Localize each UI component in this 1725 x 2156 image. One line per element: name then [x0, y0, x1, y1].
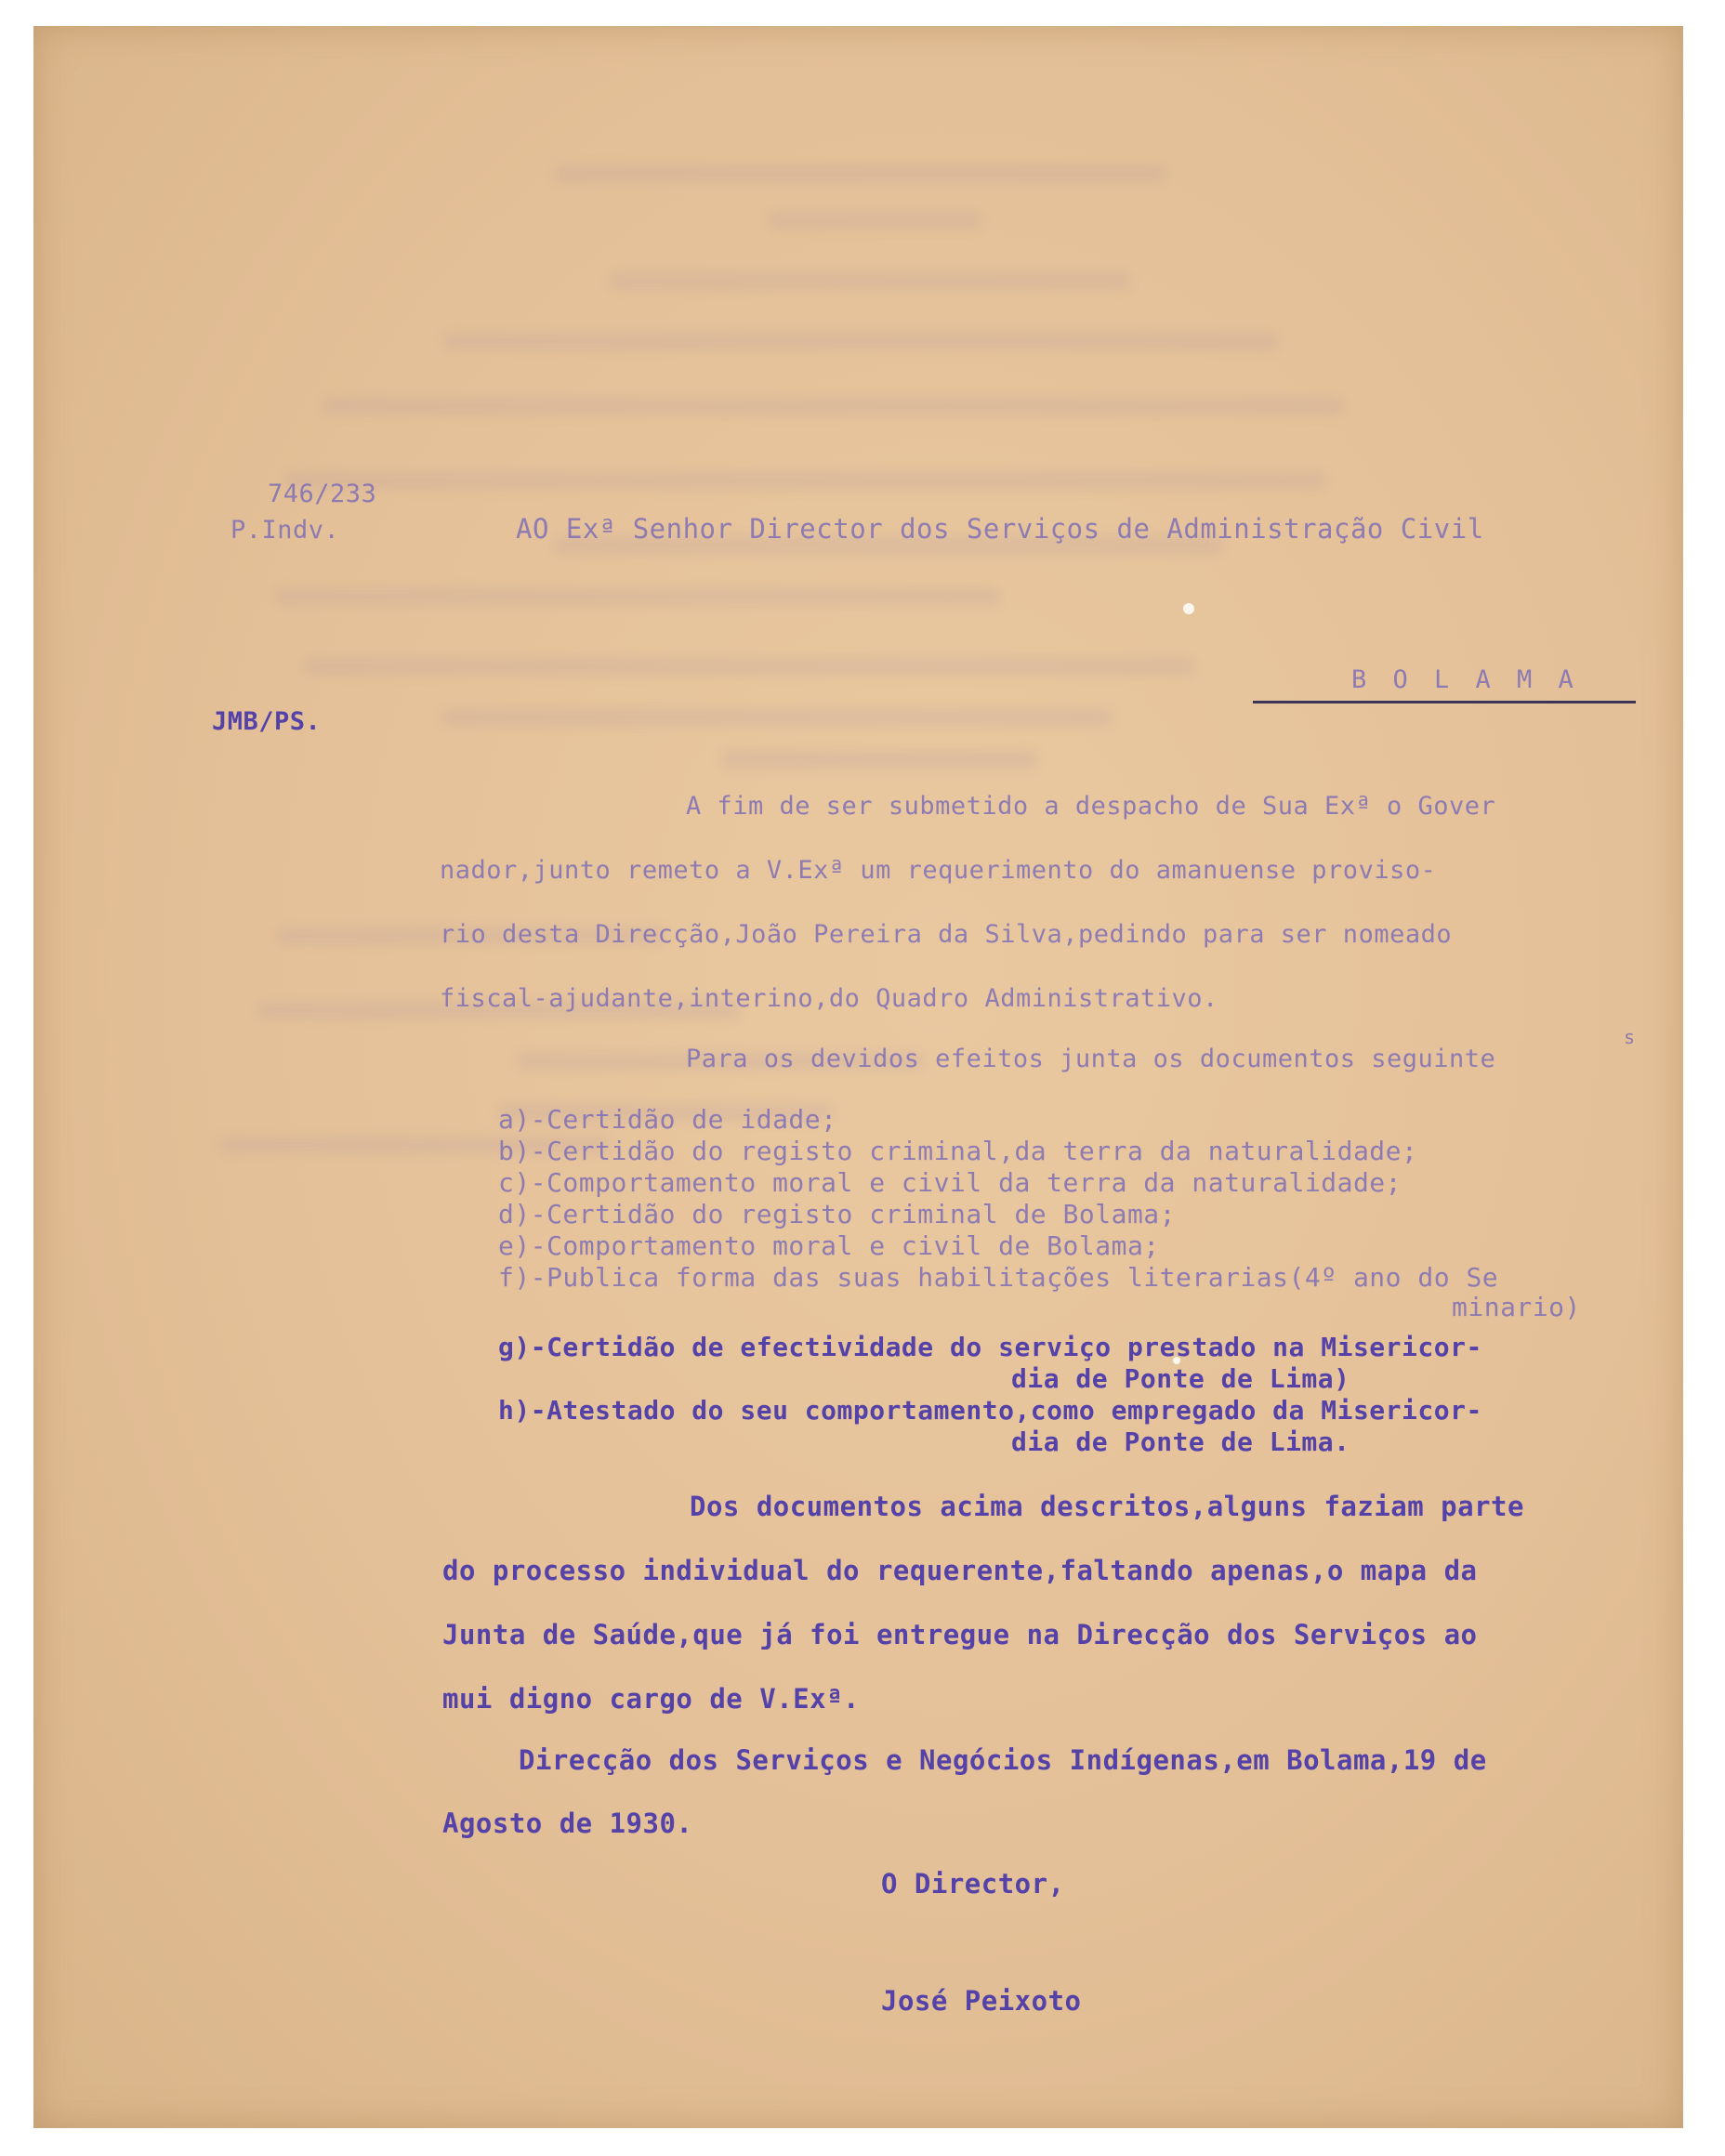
- paragraph-1-line-1: A fim de ser submetido a despacho de Sua Exª o Gover: [686, 792, 1496, 821]
- bleed-through-line: [303, 658, 1195, 675]
- list-item-c: c)-Comportamento moral e civil da terra da naturalidade;: [498, 1167, 1402, 1198]
- signature-title: O Director,: [881, 1868, 1065, 1900]
- bleed-through-line: [284, 472, 1325, 489]
- list-item-e: e)-Comportamento moral e civil de Bolama;: [498, 1230, 1160, 1261]
- bleed-through-line: [768, 212, 981, 229]
- bleed-through-line: [721, 751, 1037, 768]
- closing-line-2: Agosto de 1930.: [442, 1808, 693, 1839]
- signature-name: José Peixoto: [881, 1985, 1082, 2017]
- list-item-b: b)-Certidão do registo criminal,da terra da naturalidade;: [498, 1136, 1418, 1166]
- list-item-h-continuation: dia de Ponte de Lima.: [1011, 1426, 1350, 1457]
- typist-initials: JMB/PS.: [212, 707, 322, 736]
- paragraph-2-superscript: s: [1624, 1026, 1636, 1048]
- list-item-h: h)-Atestado do seu comportamento,como empregado da Misericor-: [498, 1395, 1482, 1426]
- place-name: B O L A M A: [1351, 665, 1579, 694]
- reference-number: 746/233: [268, 480, 377, 508]
- paragraph-1-line-4: fiscal-ajudante,interino,do Quadro Administrativo.: [440, 984, 1218, 1013]
- place-underline: [1253, 701, 1636, 703]
- paragraph-3-line-2: do processo individual do requerente,faltando apenas,o mapa da: [442, 1555, 1478, 1586]
- paragraph-1-line-3: rio desta Direcção,João Pereira da Silva,pedindo para ser nomeado: [440, 920, 1453, 949]
- paragraph-2: Para os devidos efeitos junta os documentos seguinte: [686, 1045, 1496, 1073]
- list-item-f-continuation: minario): [1452, 1292, 1581, 1322]
- paragraph-3-line-1: Dos documentos acima descritos,alguns faziam parte: [690, 1491, 1524, 1522]
- bleed-through-line: [442, 333, 1279, 349]
- bleed-through-line: [610, 272, 1130, 289]
- closing-line-1: Direcção dos Serviços e Negócios Indígenas,em Bolama,19 de: [519, 1744, 1487, 1776]
- list-item-g: g)-Certidão de efectividade do serviço prestado na Misericor-: [498, 1332, 1482, 1362]
- list-item-g-continuation: dia de Ponte de Lima): [1011, 1363, 1350, 1394]
- list-item-f: f)-Publica forma das suas habilitações literarias(4º ano do Se: [498, 1262, 1499, 1293]
- document-page: [33, 26, 1683, 2128]
- list-item-d: d)-Certidão do registo criminal de Bolama;: [498, 1199, 1177, 1229]
- paragraph-1-line-2: nador,junto remeto a V.Exª um requerimento do amanuense proviso-: [440, 856, 1437, 885]
- addressee-line: AO Exª Senhor Director dos Serviços de Administração Civil: [516, 513, 1484, 545]
- list-item-a: a)-Certidão de idade;: [498, 1104, 837, 1135]
- punch-hole: [1183, 603, 1194, 614]
- file-code: P.Indv.: [230, 516, 340, 545]
- bleed-through-line: [442, 709, 1112, 726]
- paragraph-3-line-3: Junta de Saúde,que já foi entregue na Direcção dos Serviços ao: [442, 1619, 1478, 1650]
- bleed-through-line: [322, 398, 1344, 414]
- bleed-through-line: [275, 588, 1000, 605]
- bleed-through-line: [554, 165, 1167, 182]
- paragraph-3-line-4: mui digno cargo de V.Exª.: [442, 1683, 860, 1715]
